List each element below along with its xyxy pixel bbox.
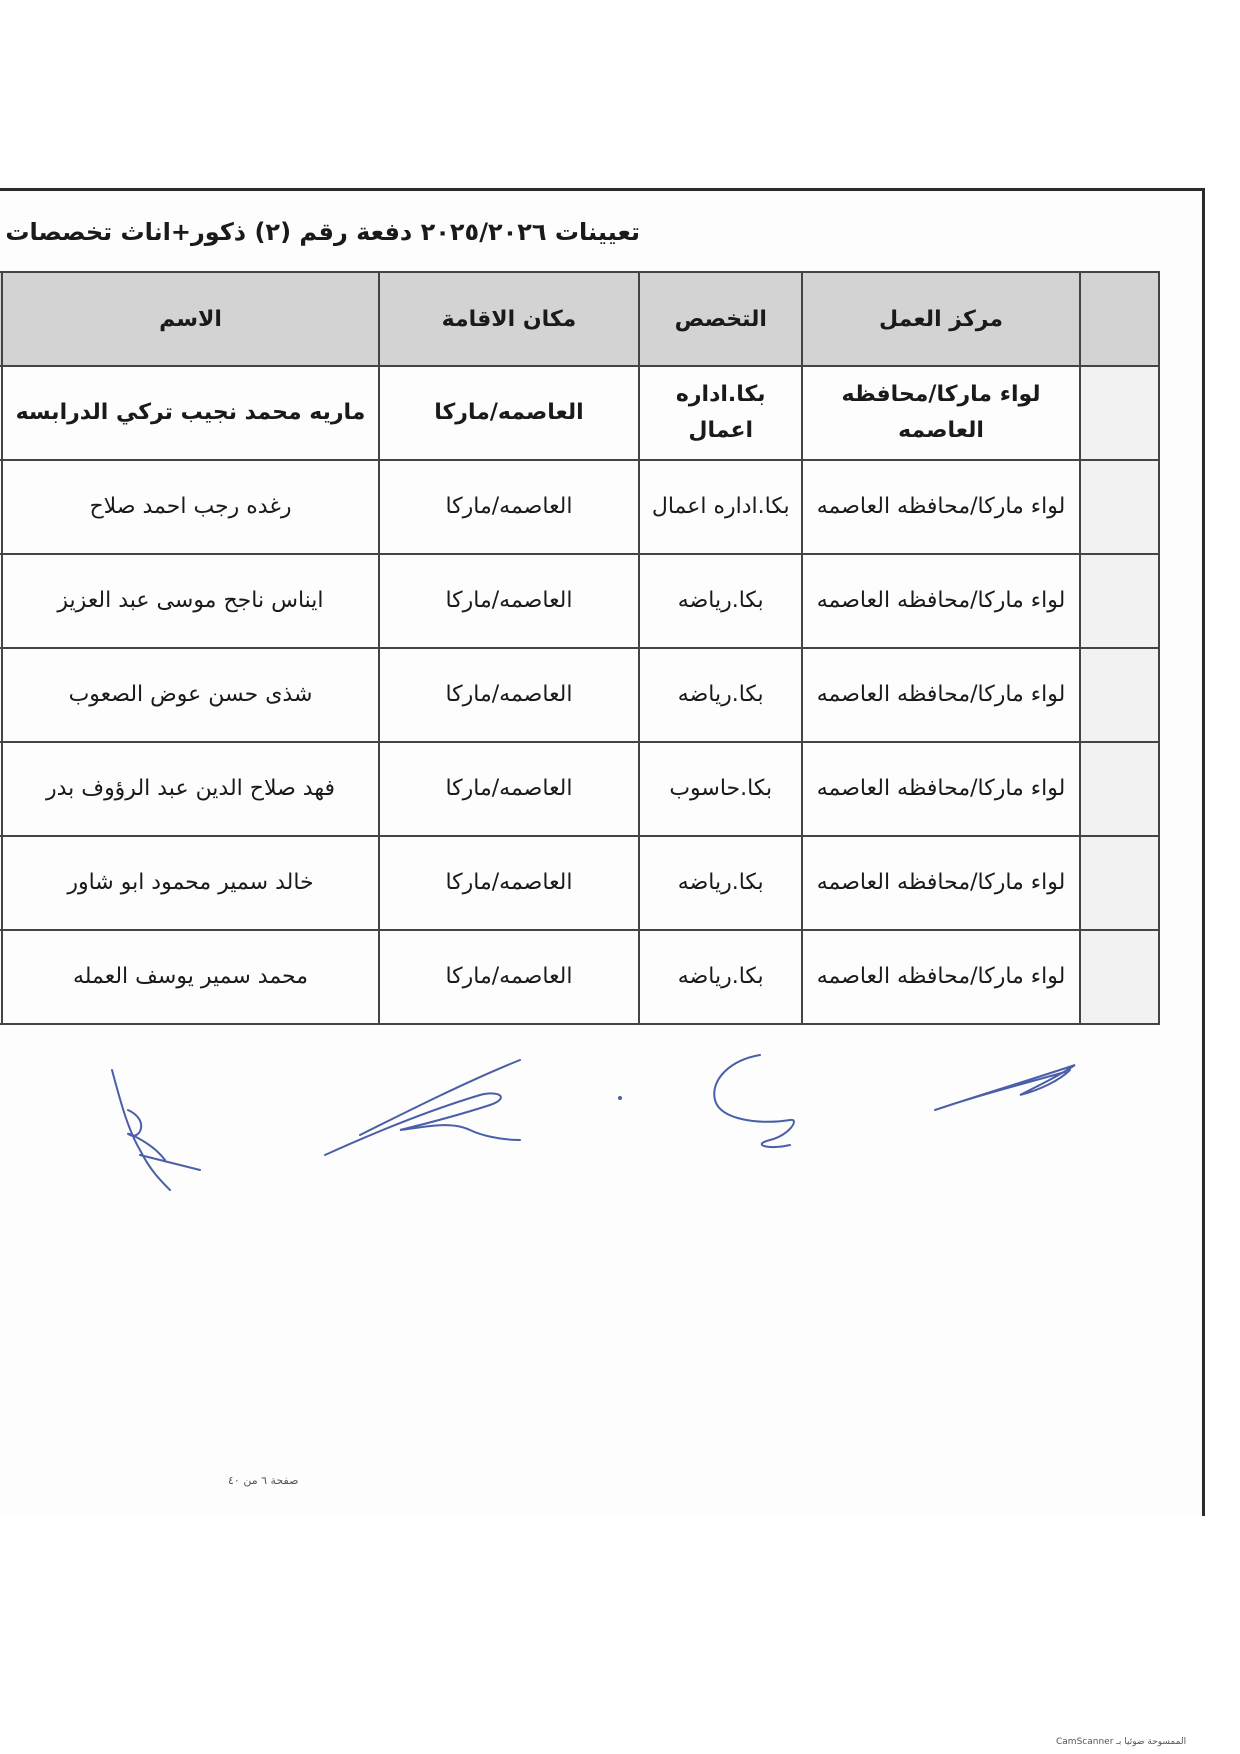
cell-residence: العاصمه/ماركا	[379, 930, 640, 1024]
cell-specialization: بكا.اداره اعمال	[639, 460, 802, 554]
signatures	[0, 1040, 1202, 1200]
header-residence: مكان الاقامة	[379, 272, 640, 366]
cell-name: خالد سمير محمود ابو شاور	[2, 836, 378, 930]
cut-off-cell	[1080, 460, 1159, 554]
cell-residence: العاصمه/ماركا	[379, 460, 640, 554]
page-number: صفحة ٦ من ٤٠	[228, 1474, 299, 1487]
cell-residence: العاصمه/ماركا	[379, 366, 640, 460]
cell-specialization: بكا.اداره اعمال	[639, 366, 802, 460]
table-row	[0, 460, 1159, 554]
signature-2	[325, 1060, 520, 1155]
cell-specialization: بكا.رياضه	[639, 648, 802, 742]
table-row	[0, 648, 1159, 742]
cell-specialization: بكا.رياضه	[639, 554, 802, 648]
signature-4	[935, 1065, 1075, 1110]
cut-off-cell	[1080, 366, 1159, 460]
cell-residence: العاصمه/ماركا	[379, 742, 640, 836]
table-header-row	[0, 272, 1159, 366]
cell-number	[0, 836, 2, 930]
cell-work-center: لواء ماركا/محافظه العاصمه	[802, 930, 1080, 1024]
table-row	[0, 836, 1159, 930]
signature-1	[112, 1070, 200, 1190]
document-title: تعيينات ٢٠٢٥/٢٠٢٦ دفعة رقم (٢) ذكور+اناث تخصصات	[5, 218, 640, 246]
cell-number	[0, 742, 2, 836]
cut-off-column	[1080, 272, 1159, 366]
cut-off-cell	[1080, 648, 1159, 742]
cell-residence: العاصمه/ماركا	[379, 836, 640, 930]
cell-residence: العاصمه/ماركا	[379, 648, 640, 742]
table-row	[0, 554, 1159, 648]
cell-name: محمد سمير يوسف العمله	[2, 930, 378, 1024]
cell-number	[0, 648, 2, 742]
cell-name: فهد صلاح الدين عبد الرؤوف بدر	[2, 742, 378, 836]
cut-off-cell	[1080, 836, 1159, 930]
cell-name: ماريه محمد نجيب تركي الدرابسه	[2, 366, 378, 460]
header-specialization: التخصص	[639, 272, 802, 366]
cell-work-center: لواء ماركا/محافظه العاصمه	[802, 554, 1080, 648]
cut-off-cell	[1080, 554, 1159, 648]
cell-number	[0, 930, 2, 1024]
cell-residence: العاصمه/ماركا	[379, 554, 640, 648]
table-row	[0, 930, 1159, 1024]
cell-name: ايناس ناجح موسى عبد العزيز	[2, 554, 378, 648]
cell-work-center: لواء ماركا/محافظه العاصمه	[802, 366, 1080, 460]
cell-work-center: لواء ماركا/محافظه العاصمه	[802, 836, 1080, 930]
cell-work-center: لواء ماركا/محافظه العاصمه	[802, 742, 1080, 836]
cut-off-cell	[1080, 742, 1159, 836]
cell-number	[0, 460, 2, 554]
cut-off-cell	[1080, 930, 1159, 1024]
table-row	[0, 366, 1159, 460]
header-work-center: مركز العمل	[802, 272, 1080, 366]
cell-specialization: بكا.رياضه	[639, 836, 802, 930]
cell-number	[0, 366, 2, 460]
signature-3	[714, 1055, 794, 1147]
cell-name: شذى حسن عوض الصعوب	[2, 648, 378, 742]
title-area	[0, 205, 640, 255]
cell-number	[0, 554, 2, 648]
header-number	[0, 272, 2, 366]
cell-work-center: لواء ماركا/محافظه العاصمه	[802, 648, 1080, 742]
cell-work-center: لواء ماركا/محافظه العاصمه	[802, 460, 1080, 554]
header-name: الاسم	[2, 272, 378, 366]
cell-name: رغده رجب احمد صلاح	[2, 460, 378, 554]
cell-specialization: بكا.حاسوب	[639, 742, 802, 836]
cell-specialization: بكا.رياضه	[639, 930, 802, 1024]
appointments-table	[0, 271, 1160, 1025]
table-row	[0, 742, 1159, 836]
scanner-watermark: الممسوحة ضوئيا بـ CamScanner	[1056, 1737, 1187, 1747]
